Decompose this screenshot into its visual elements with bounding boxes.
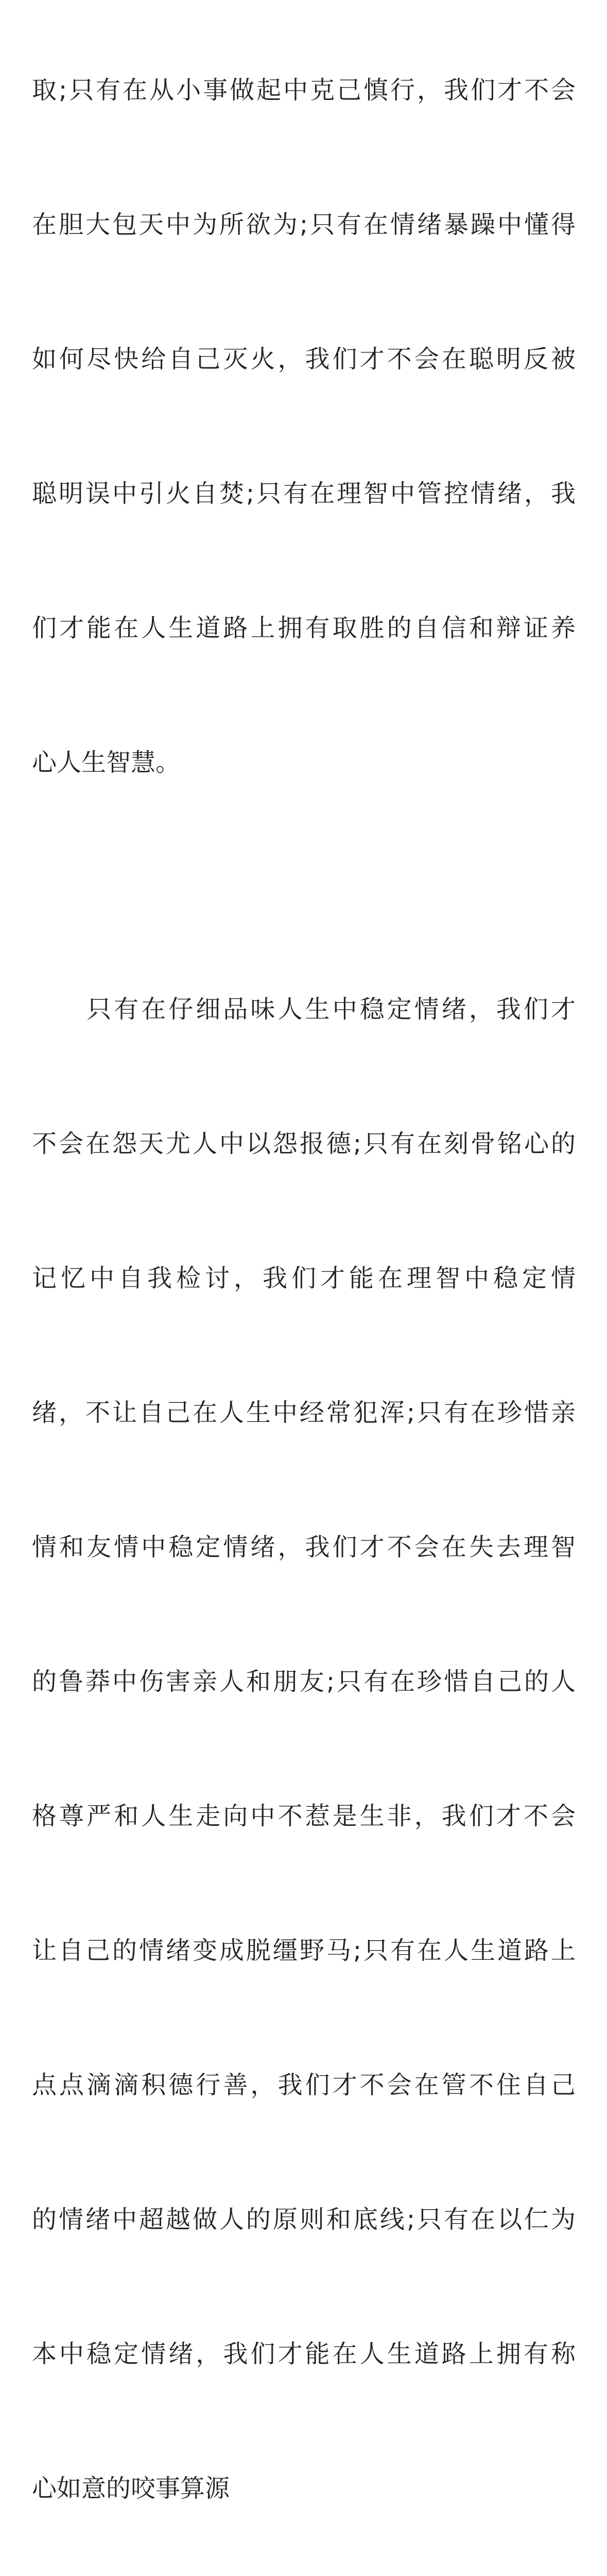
- article-paragraph-1: [32, 0, 576, 875]
- text-line: 心如意的咬事算源: [32, 2474, 230, 2503]
- text-line: 在胆大包天中为所欲为;只有在情绪暴躁中懂得: [32, 210, 576, 239]
- text-line: 不会在怨天尤人中以怨报德;只有在刻骨铭心的: [32, 1129, 576, 1158]
- text-line: 的鲁莽中伤害亲人和朋友;只有在珍惜自己的人: [32, 1667, 576, 1696]
- text-line: 格尊严和人生走向中不惹是生非，我们才不会: [32, 1802, 576, 1831]
- text-line: 绪，不让自己在人生中经常犯浑;只有在珍惜亲: [32, 1398, 576, 1427]
- article-paragraph-2: [32, 897, 576, 2576]
- text-line: 只有在仔细品味人生中稳定情绪，我们才: [32, 995, 576, 1024]
- article-body: [32, 0, 576, 2576]
- text-line: 情和友情中稳定情绪，我们才不会在失去理智: [32, 1533, 576, 1562]
- text-line: 心人生智慧。: [32, 748, 181, 777]
- text-line: 本中稳定情绪，我们才能在人生道路上拥有称: [32, 2340, 576, 2368]
- text-line: 让自己的情绪变成脱缰野马;只有在人生道路上: [32, 1936, 576, 1965]
- text-line: 们才能在人生道路上拥有取胜的自信和辩证养: [32, 614, 576, 642]
- text-line: 的情绪中超越做人的原则和底线;只有在以仁为: [32, 2205, 576, 2234]
- text-line: 记忆中自我检讨，我们才能在理智中稳定情: [32, 1264, 576, 1293]
- text-line: 取;只有在从小事做起中克己慎行，我们才不会: [32, 76, 576, 105]
- text-line: 点点滴滴积德行善，我们才不会在管不住自己: [32, 2071, 576, 2099]
- text-line: 聪明误中引火自焚;只有在理智中管控情绪，我: [32, 479, 576, 508]
- text-line: 如何尽快给自己灭火，我们才不会在聪明反被: [32, 345, 576, 374]
